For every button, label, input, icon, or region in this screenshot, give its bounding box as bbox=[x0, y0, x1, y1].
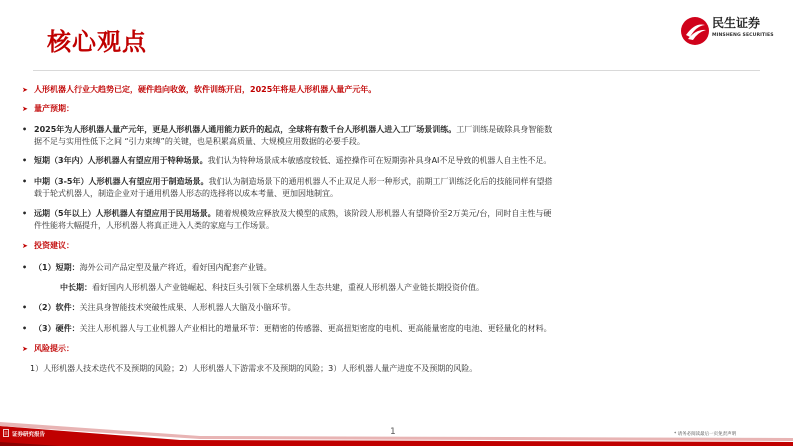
bullet-long-term: • 远期（5年以上）人形机器人有望应用于民用场景。随着规模效应释放及大模型的成熟，该阶段人形机器人有望降价至2万美元/台，同时自主性与硬 bbox=[22, 209, 552, 218]
bullet-dot-icon: • bbox=[22, 324, 28, 333]
disclaimer-note: * 请务必阅读最后一页免责声明 bbox=[674, 432, 737, 437]
bullet-short-term: • 短期（3年内）人形机器人有望应用于特种场景。我们认为特种场景成本敏感度较低、遥控操作可在短期弥补具身AI不足导致的机器人自主性不足。 bbox=[22, 156, 552, 165]
bullet-dot-icon: • bbox=[22, 263, 28, 272]
arrow-marker-icon: ➤ bbox=[22, 86, 28, 94]
bullet-2025-continuation: 据不足与实用性低下之间 “引力束缚”的关键，也是积累高质量、大规模应用数据的必要手段。 bbox=[34, 137, 365, 146]
document-icon bbox=[3, 429, 9, 437]
section-heading-forecast: ➤ 量产预期： bbox=[22, 104, 74, 113]
bullet-dot-icon: • bbox=[22, 177, 28, 186]
header-divider bbox=[33, 70, 760, 71]
page-title: 核心观点 bbox=[47, 28, 147, 56]
bullet-dot-icon: • bbox=[22, 156, 28, 165]
mid-long-term-investment: 中长期：看好国内人形机器人产业链崛起、科技巨头引领下全球机器人生态共建，重视人形机器人产业链长期投资价值。 bbox=[60, 283, 484, 292]
footer bbox=[0, 420, 793, 446]
bullet-mid-term: • 中期（3-5年）人形机器人有望应用于制造场景。我们认为制造场景下的通用机器人不止双足人形一种形式，前期工厂训练泛化后的技能同样有望搭 bbox=[22, 177, 553, 186]
bullet-dot-icon: • bbox=[22, 209, 28, 218]
bullet-hardware: • （3）硬件：关注人形机器人与工业机器人产业相比的增量环节：更精密的传感器、更高扭矩密度的电机、更高能量密度的电池、更轻量化的材料。 bbox=[22, 324, 552, 333]
arrow-marker-icon: ➤ bbox=[22, 242, 28, 250]
bullet-dot-icon: • bbox=[22, 303, 28, 312]
arrow-marker-icon: ➤ bbox=[22, 105, 28, 113]
bullet-mid-term-continuation: 载于轮式机器人，制造企业对于通用机器人形态的选择将以成本考量、更加因地制宜。 bbox=[34, 189, 338, 198]
bullet-short-term-investment: • （1）短期：海外公司产品定型及量产将近，看好国内配套产业链。 bbox=[22, 263, 272, 272]
bullet-dot-icon: • bbox=[22, 125, 28, 134]
report-type-label: 证券研究报告 bbox=[12, 432, 46, 438]
summary-line: ➤ 人形机器人行业大趋势已定，硬件趋向收敛，软件训练开启，2025年将是人形机器人量产元年。 bbox=[22, 85, 377, 94]
brand-logo bbox=[680, 14, 790, 46]
arrow-marker-icon: ➤ bbox=[22, 345, 28, 353]
brand-name-en: MINSHENG SECURITIES bbox=[712, 33, 774, 38]
bullet-long-term-continuation: 件性能将大幅提升，人形机器人将真正进入人类的家庭与工作场景。 bbox=[34, 221, 274, 230]
section-heading-investment: ➤ 投资建议： bbox=[22, 241, 74, 250]
section-heading-risk: ➤ 风险提示： bbox=[22, 344, 74, 353]
bullet-software: • （2）软件：关注具身智能技术突破性成果、人形机器人大脑及小脑环节。 bbox=[22, 303, 296, 312]
minsheng-logo-icon bbox=[680, 16, 710, 46]
brand-name-cn: 民生证券 bbox=[712, 16, 761, 30]
page-number: 1 bbox=[390, 427, 396, 437]
risk-text: 1）人形机器人技术迭代不及预期的风险；2）人形机器人下游需求不及预期的风险；3）人形机器人量产进度不及预期的风险。 bbox=[30, 364, 478, 373]
bullet-2025: • 2025年为人形机器人量产元年，更是人形机器人通用能力跃升的起点，全球将有数千台人形机器人进入工厂场景训练。工厂训练是破除具身智能数 bbox=[22, 125, 553, 134]
